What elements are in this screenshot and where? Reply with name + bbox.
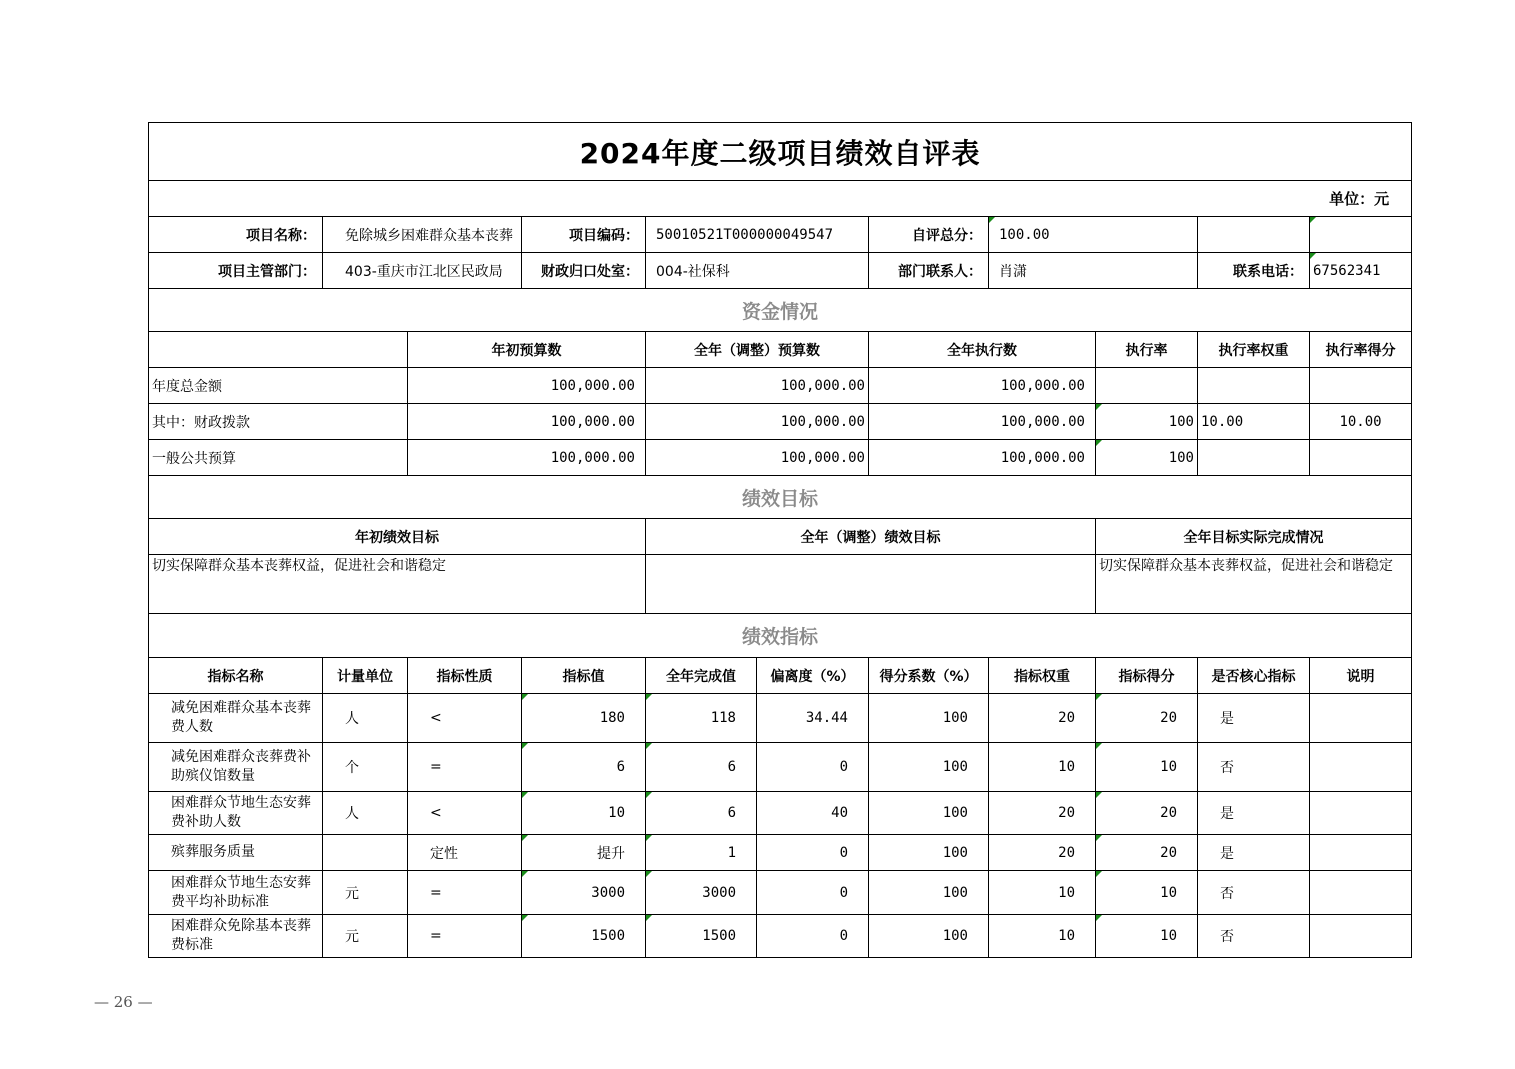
indicator-core: 是 (1198, 792, 1310, 835)
indicator-nature: < (408, 792, 522, 835)
col-header: 说明 (1310, 658, 1412, 694)
indicator-row (149, 835, 1412, 871)
indicators-header-row (149, 658, 1412, 694)
phone-value: 67562341 (1310, 253, 1412, 289)
cell-initial: 100,000.00 (408, 368, 646, 404)
indicator-score: 10 (1096, 915, 1198, 958)
cell-weight (1198, 368, 1310, 404)
indicator-actual: 3000 (646, 871, 757, 915)
goals-section-title: 绩效目标 (149, 476, 1412, 519)
table-row (149, 440, 1412, 476)
col-header: 执行率得分 (1310, 332, 1412, 368)
col-header: 全年（调整）预算数 (646, 332, 869, 368)
indicator-row (149, 743, 1412, 792)
indicator-unit: 个 (323, 743, 408, 792)
dept-label: 项目主管部门： (149, 253, 323, 289)
cell-rate (1096, 368, 1198, 404)
cell-executed: 100,000.00 (869, 404, 1096, 440)
contact-label: 部门联系人： (869, 253, 989, 289)
cell-adjusted: 100,000.00 (646, 440, 869, 476)
contact-value: 肖潇 (989, 253, 1198, 289)
indicator-weight: 20 (989, 835, 1096, 871)
performance-table (148, 122, 1412, 958)
indicator-score: 20 (1096, 835, 1198, 871)
indicator-actual: 1 (646, 835, 757, 871)
cell-weight (1198, 440, 1310, 476)
indicator-nature: 定性 (408, 835, 522, 871)
funds-section-title: 资金情况 (149, 289, 1412, 332)
indicator-nature: = (408, 915, 522, 958)
indicator-name: 困难群众节地生态安葬费平均补助标准 (149, 871, 323, 915)
col-header: 全年执行数 (869, 332, 1096, 368)
phone-label: 联系电话： (1198, 253, 1310, 289)
indicator-actual: 6 (646, 743, 757, 792)
cell-rate: 100 (1096, 440, 1198, 476)
indicator-weight: 10 (989, 915, 1096, 958)
empty-cell (1310, 217, 1412, 253)
indicator-note (1310, 792, 1412, 835)
dept-value: 403-重庆市江北区民政局 (323, 253, 522, 289)
cell-adjusted: 100,000.00 (646, 404, 869, 440)
indicator-core: 是 (1198, 835, 1310, 871)
table-row (149, 404, 1412, 440)
indicator-deviation: 0 (757, 835, 869, 871)
indicator-name: 减免困难群众基本丧葬费人数 (149, 694, 323, 743)
cell-adjusted: 100,000.00 (646, 368, 869, 404)
col-header: 执行率 (1096, 332, 1198, 368)
goals-header-row (149, 519, 1412, 555)
table-title: 2024年度二级项目绩效自评表 (149, 123, 1412, 181)
table-row (149, 368, 1412, 404)
indicator-weight: 10 (989, 871, 1096, 915)
indicator-coef: 100 (869, 743, 989, 792)
indicator-deviation: 40 (757, 792, 869, 835)
total-score-label: 自评总分： (869, 217, 989, 253)
indicators-section-title: 绩效指标 (149, 614, 1412, 658)
indicator-core: 否 (1198, 871, 1310, 915)
col-header: 是否核心指标 (1198, 658, 1310, 694)
indicator-weight: 20 (989, 792, 1096, 835)
col-header: 指标值 (522, 658, 646, 694)
indicator-target: 提升 (522, 835, 646, 871)
cell-executed: 100,000.00 (869, 440, 1096, 476)
row-label: 年度总金额 (149, 368, 408, 404)
finance-office-label: 财政归口处室： (522, 253, 646, 289)
indicator-nature: = (408, 743, 522, 792)
goal-actual: 切实保障群众基本丧葬权益，促进社会和谐稳定 (1096, 555, 1412, 614)
cell-initial: 100,000.00 (408, 440, 646, 476)
row-label: 其中：财政拨款 (149, 404, 408, 440)
col-header: 年初预算数 (408, 332, 646, 368)
indicator-name: 困难群众免除基本丧葬费标准 (149, 915, 323, 958)
col-header: 全年完成值 (646, 658, 757, 694)
total-score-value: 100.00 (989, 217, 1198, 253)
indicator-unit: 元 (323, 915, 408, 958)
cell-weight: 10.00 (1198, 404, 1310, 440)
indicator-coef: 100 (869, 835, 989, 871)
indicator-deviation: 0 (757, 915, 869, 958)
unit-label: 单位：元 (149, 181, 1412, 217)
indicator-core: 否 (1198, 743, 1310, 792)
indicator-note (1310, 835, 1412, 871)
indicator-deviation: 0 (757, 743, 869, 792)
cell-initial: 100,000.00 (408, 404, 646, 440)
goal-adjusted (646, 555, 1096, 614)
info-row (149, 253, 1412, 289)
indicator-core: 否 (1198, 915, 1310, 958)
project-code-label: 项目编码： (522, 217, 646, 253)
col-header: 年初绩效目标 (149, 519, 646, 555)
funds-header-row (149, 332, 1412, 368)
col-header: 指标权重 (989, 658, 1096, 694)
indicator-core: 是 (1198, 694, 1310, 743)
indicator-name: 减免困难群众丧葬费补助殡仪馆数量 (149, 743, 323, 792)
indicator-note (1310, 915, 1412, 958)
indicator-note (1310, 871, 1412, 915)
indicator-coef: 100 (869, 871, 989, 915)
indicator-weight: 10 (989, 743, 1096, 792)
indicator-target: 3000 (522, 871, 646, 915)
cell-executed: 100,000.00 (869, 368, 1096, 404)
indicator-target: 180 (522, 694, 646, 743)
indicator-unit: 人 (323, 694, 408, 743)
indicator-coef: 100 (869, 915, 989, 958)
indicator-name: 殡葬服务质量 (149, 835, 323, 871)
indicator-score: 10 (1096, 871, 1198, 915)
info-row (149, 217, 1412, 253)
project-code-value: 50010521T000000049547 (646, 217, 869, 253)
empty-cell (149, 332, 408, 368)
finance-office-value: 004-社保科 (646, 253, 869, 289)
indicator-weight: 20 (989, 694, 1096, 743)
goals-row (149, 555, 1412, 614)
indicator-note (1310, 743, 1412, 792)
indicator-row (149, 694, 1412, 743)
cell-score (1310, 440, 1412, 476)
indicator-target: 6 (522, 743, 646, 792)
indicator-unit: 人 (323, 792, 408, 835)
indicator-row (149, 915, 1412, 958)
indicator-score: 10 (1096, 743, 1198, 792)
cell-score (1310, 368, 1412, 404)
indicator-score: 20 (1096, 792, 1198, 835)
col-header: 全年（调整）绩效目标 (646, 519, 1096, 555)
project-name-label: 项目名称： (149, 217, 323, 253)
col-header: 指标名称 (149, 658, 323, 694)
indicator-score: 20 (1096, 694, 1198, 743)
indicator-name: 困难群众节地生态安葬费补助人数 (149, 792, 323, 835)
indicator-row (149, 792, 1412, 835)
indicator-actual: 1500 (646, 915, 757, 958)
indicator-deviation: 34.44 (757, 694, 869, 743)
indicator-unit (323, 835, 408, 871)
indicator-nature: = (408, 871, 522, 915)
project-name-value: 免除城乡困难群众基本丧葬 (323, 217, 522, 253)
indicator-row (149, 871, 1412, 915)
indicator-target: 1500 (522, 915, 646, 958)
indicator-coef: 100 (869, 792, 989, 835)
indicator-deviation: 0 (757, 871, 869, 915)
indicator-actual: 6 (646, 792, 757, 835)
col-header: 指标性质 (408, 658, 522, 694)
row-label: 一般公共预算 (149, 440, 408, 476)
indicator-note (1310, 694, 1412, 743)
indicator-coef: 100 (869, 694, 989, 743)
cell-score: 10.00 (1310, 404, 1412, 440)
indicator-unit: 元 (323, 871, 408, 915)
col-header: 计量单位 (323, 658, 408, 694)
page-number: — 26 — (94, 993, 153, 1011)
col-header: 偏离度（%） (757, 658, 869, 694)
goal-initial: 切实保障群众基本丧葬权益，促进社会和谐稳定 (149, 555, 646, 614)
col-header: 得分系数（%） (869, 658, 989, 694)
indicator-nature: < (408, 694, 522, 743)
indicator-target: 10 (522, 792, 646, 835)
indicator-actual: 118 (646, 694, 757, 743)
col-header: 全年目标实际完成情况 (1096, 519, 1412, 555)
empty-cell (1198, 217, 1310, 253)
cell-rate: 100 (1096, 404, 1198, 440)
col-header: 指标得分 (1096, 658, 1198, 694)
col-header: 执行率权重 (1198, 332, 1310, 368)
